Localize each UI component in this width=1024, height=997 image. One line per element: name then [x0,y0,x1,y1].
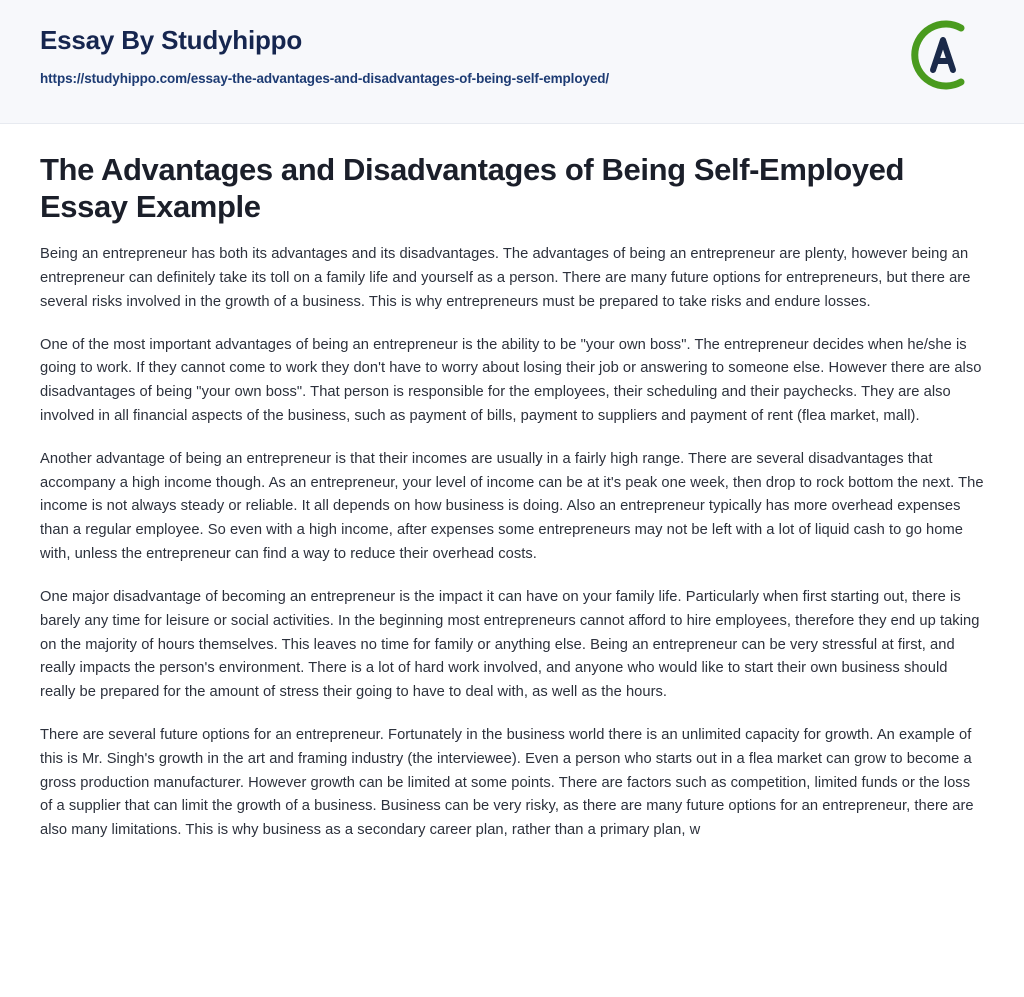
article-paragraph: One of the most important advantages of being an entrepreneur is the ability to be "your own boss". The entrepreneur decides when he/she is going to work. If they cannot come to work they don't have to worry about losing their job or answering to someone else. However there are also disadvantages of being "your own boss". That person is responsible for the employees, their scheduling and their paychecks. They are also involved in all financial aspects of the business, such as payment of bills, payment to suppliers and payment of rent (flea market, mall). [40,336,982,425]
site-url: https://studyhippo.com/essay-the-advantages-and-disadvantages-of-being-self-employed/ [40,70,610,86]
article-paragraph: Another advantage of being an entrepreneur is that their incomes are usually in a fairly high range. There are several disadvantages that accompany a high income though. As an entrepreneur, your level of income can be at it's peak one week, then drop to rock bottom the next. The income is not always steady or reliable. It all depends on how business is doing. Also an entrepreneur typically has more overhead expenses than a regular employee. So even with a high income, after expenses some entrepreneurs may not be left with a lot of liquid cash to go home with, unless the entrepreneur can find a way to reduce their overhead costs. [40,450,984,563]
article-paragraph: Being an entrepreneur has both its advantages and its disadvantages. The advantages of being an entrepreneur are plenty, however being an entrepreneur can definitely take its toll on a family life and yourself as a person. There are many future options for entrepreneurs, but there are several risks involved in the growth of a business. This is why entrepreneurs must be prepared to take risks and endure losses. [40,246,971,310]
site-header [0,0,1024,124]
article-body [40,243,984,843]
brand-title [40,26,984,55]
brand-title-text: Essay By Studyhippo [40,25,303,55]
article-container [0,124,1024,853]
page-title: The Advantages and Disadvantages of Being Self-Employed Essay Example [40,152,904,224]
letter-a-circle-logo-icon [906,18,980,92]
article-paragraph: There are several future options for an entrepreneur. Fortunately in the business world there is an unlimited capacity for growth. An example of this is Mr. Singh's growth in the art and framing industry (the interviewee). Even a person who starts out in a flea market can grow to become a gross production manufacturer. However growth can be limited at some points. There are factors such as competition, limited funds or the loss of a supplier that can limit the growth of a business. Business can be very risky, as there are many future options for an entrepreneur, there are also many limitations. This is why business as a secondary career plan, rather than a primary plan, w [40,726,974,839]
article-paragraph: One major disadvantage of becoming an entrepreneur is the impact it can have on your family life. Particularly when first starting out, there is barely any time for leisure or social activities. In the beginning most entrepreneurs cannot afford to hire employees, therefore they end up taking on the majority of hours themselves. This leaves no time for family or anything else. Being an entrepreneur can be very stressful at first, and really impacts the person's environment. There is a lot of hard work involved, and anyone who would like to start their own business should really be prepared for the amount of stress their going to have to deal with, as well as the hours. [40,588,980,701]
